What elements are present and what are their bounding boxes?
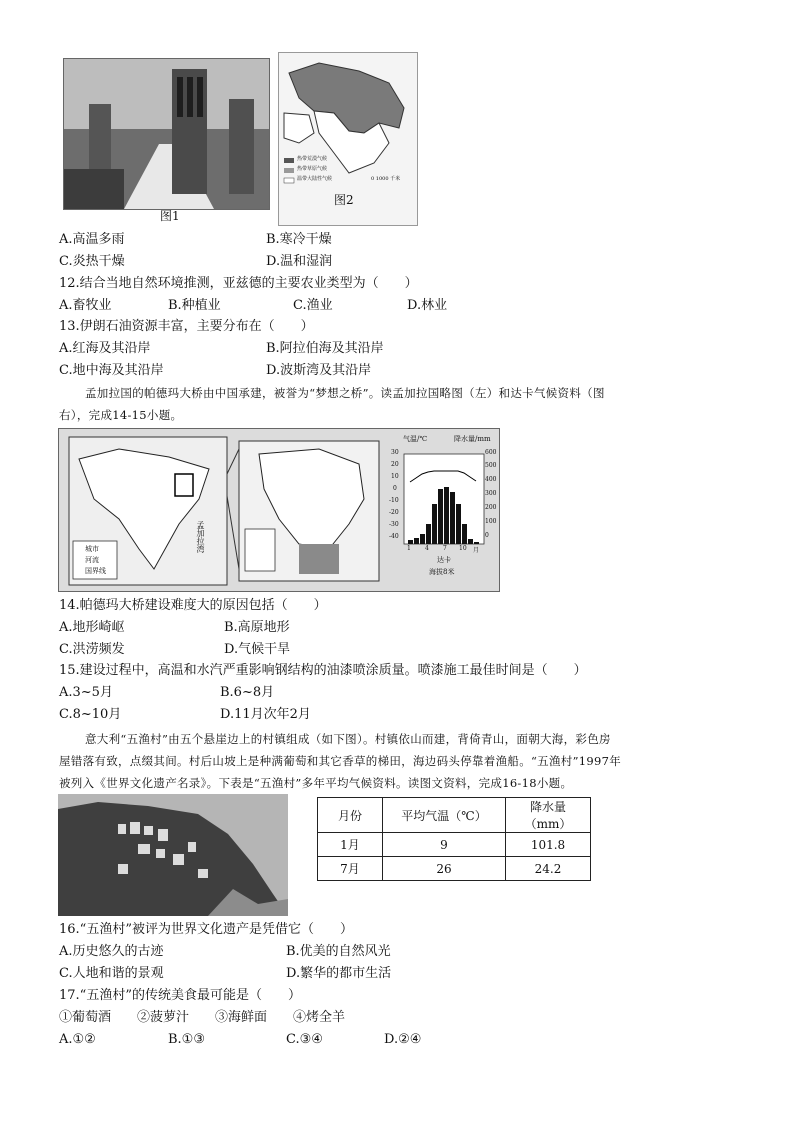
chart-x-tick-7: 7 xyxy=(443,545,447,552)
q17-option-a: A.①② xyxy=(59,1032,96,1047)
q14-option-a: A.地形崎岖 xyxy=(59,620,125,635)
chart-right-tick-5: 100 xyxy=(485,518,497,525)
chart-left-tick-4: -10 xyxy=(389,497,399,504)
map-legend-city: 城市 xyxy=(85,545,99,553)
table-header-precip: 降水量（mm） xyxy=(506,798,591,833)
table-cell: 26 xyxy=(383,857,506,881)
legend-desert: 热带荒漠气候 xyxy=(297,156,328,162)
q11-option-d: D.温和湿润 xyxy=(266,254,333,269)
q14-stem: 14.帕德玛大桥建设难度大的原因包括（ ） xyxy=(59,598,327,613)
q16-option-c: C.人地和谐的景观 xyxy=(59,966,164,981)
chart-right-tick-0: 600 xyxy=(485,449,497,456)
chart-left-tick-2: 10 xyxy=(391,473,399,480)
q13-option-b: B.阿拉伯海及其沿岸 xyxy=(266,341,384,356)
chart-x-tick-1: 1 xyxy=(407,545,411,552)
chart-right-tick-6: 0 xyxy=(485,532,489,539)
chart-x-tick-10: 10 xyxy=(459,545,467,552)
climate-table xyxy=(317,797,591,881)
q15-option-a: A.3~5月 xyxy=(59,685,113,700)
q15-option-d: D.11月次年2月 xyxy=(220,707,311,722)
q13-stem: 13.伊朗石油资源丰富，主要分布在（ ） xyxy=(59,319,314,334)
legend-savanna: 热带草原气候 xyxy=(297,166,328,172)
q11-option-a: A.高温多雨 xyxy=(59,232,125,247)
intro-14-line-1: 孟加拉国的帕德玛大桥由中国承建，被誉为“梦想之桥”。读孟加拉国略图（左）和达卡气候资料（图 xyxy=(85,386,605,400)
chart-left-tick-0: 30 xyxy=(391,449,399,456)
map-legend-river: 河流 xyxy=(85,556,99,564)
q14-option-c: C.洪涝频发 xyxy=(59,642,125,657)
q16-option-a: A.历史悠久的古迹 xyxy=(59,944,164,959)
table-cell: 1月 xyxy=(318,833,383,857)
table-cell: 9 xyxy=(383,833,506,857)
q11-option-c: C.炎热干燥 xyxy=(59,254,125,269)
cinque-terre-photo xyxy=(58,794,288,916)
map-sea-label: 孟加拉湾 xyxy=(196,521,205,553)
table-cell: 101.8 xyxy=(506,833,591,857)
q16-stem: 16.“五渔村”被评为世界文化遗产是凭借它（ ） xyxy=(59,922,353,937)
intro-14-line-2: 右），完成14-15小题。 xyxy=(59,408,183,422)
chart-right-tick-4: 200 xyxy=(485,504,497,511)
figure-1-wind-tower-photo xyxy=(63,58,270,210)
chart-right-tick-1: 500 xyxy=(485,462,497,469)
chart-right-tick-2: 400 xyxy=(485,476,497,483)
table-cell: 24.2 xyxy=(506,857,591,881)
intro-16-line-3: 被列入《世界文化遗产名录》。下表是“五渔村”多年平均气候资料。读图文资料，完成16-18小题。 xyxy=(59,776,573,790)
figure-2-caption: 图2 xyxy=(334,193,354,207)
q16-option-b: B.优美的自然风光 xyxy=(286,944,391,959)
q17-option-d: D.②④ xyxy=(384,1032,422,1047)
q15-option-b: B.6~8月 xyxy=(220,685,275,700)
chart-left-tick-1: 20 xyxy=(391,461,399,468)
figure-2-climate-map xyxy=(278,52,418,226)
q17-option-b: B.①③ xyxy=(168,1032,205,1047)
map-legend-border: 国界线 xyxy=(85,567,106,575)
chart-left-tick-3: 0 xyxy=(393,485,397,492)
q13-option-a: A.红海及其沿岸 xyxy=(59,341,151,356)
chart-left-tick-7: -40 xyxy=(389,533,399,540)
table-cell: 7月 xyxy=(318,857,383,881)
q13-option-c: C.地中海及其沿岸 xyxy=(59,363,164,378)
chart-left-axis-title: 气温/℃ xyxy=(403,435,428,443)
chart-city-label: 达卡 xyxy=(437,556,451,564)
intro-16-line-2: 屋错落有致，点缀其间。村后山坡上是种满葡萄和其它香草的梯田，海边码头停靠着渔船。“五渔村”1997年 xyxy=(59,754,622,768)
q12-option-d: D.林业 xyxy=(407,298,448,313)
chart-left-tick-6: -30 xyxy=(389,521,399,528)
chart-right-tick-3: 300 xyxy=(485,490,497,497)
q15-option-c: C.8~10月 xyxy=(59,707,122,722)
q17-items: ①葡萄酒 ②菠萝汁 ③海鲜面 ④烤全羊 xyxy=(59,1010,346,1025)
q15-stem: 15.建设过程中，高温和水汽严重影响钢结构的油漆喷涂质量。喷漆施工最佳时间是（ ） xyxy=(59,663,587,678)
chart-right-axis-title: 降水量/mm xyxy=(454,435,491,443)
bangladesh-map-figure xyxy=(58,428,500,592)
q14-option-d: D.气候干旱 xyxy=(224,642,291,657)
chart-elevation-label: 海拔8米 xyxy=(429,568,455,576)
intro-16-line-1: 意大利“五渔村”由五个悬崖边上的村镇组成（如下图）。村镇依山而建，背倚青山，面朝大海，彩色房 xyxy=(85,732,611,746)
table-row xyxy=(318,833,591,857)
chart-x-tick-4: 4 xyxy=(425,545,429,552)
chart-left-tick-5: -20 xyxy=(389,509,399,516)
q12-option-b: B.种植业 xyxy=(168,298,221,313)
legend-temperate: 温带大陆性气候 xyxy=(297,176,333,182)
scale-label: 0 1000 千米 xyxy=(371,176,401,182)
table-header-month: 月份 xyxy=(318,798,383,833)
figure-1-caption: 图1 xyxy=(160,209,180,223)
q12-option-c: C.渔业 xyxy=(293,298,333,313)
q13-option-d: D.波斯湾及其沿岸 xyxy=(266,363,372,378)
table-row xyxy=(318,857,591,881)
q17-stem: 17.“五渔村”的传统美食最可能是（ ） xyxy=(59,988,301,1003)
chart-x-unit: 月 xyxy=(473,547,480,554)
q12-stem: 12.结合当地自然环境推测，亚兹德的主要农业类型为（ ） xyxy=(59,276,418,291)
q16-option-d: D.繁华的都市生活 xyxy=(286,966,392,981)
table-header-row xyxy=(318,798,591,833)
q11-option-b: B.寒冷干燥 xyxy=(266,232,332,247)
q14-option-b: B.高原地形 xyxy=(224,620,290,635)
table-header-temp: 平均气温（℃） xyxy=(383,798,506,833)
q12-option-a: A.畜牧业 xyxy=(59,298,112,313)
q17-option-c: C.③④ xyxy=(286,1032,323,1047)
